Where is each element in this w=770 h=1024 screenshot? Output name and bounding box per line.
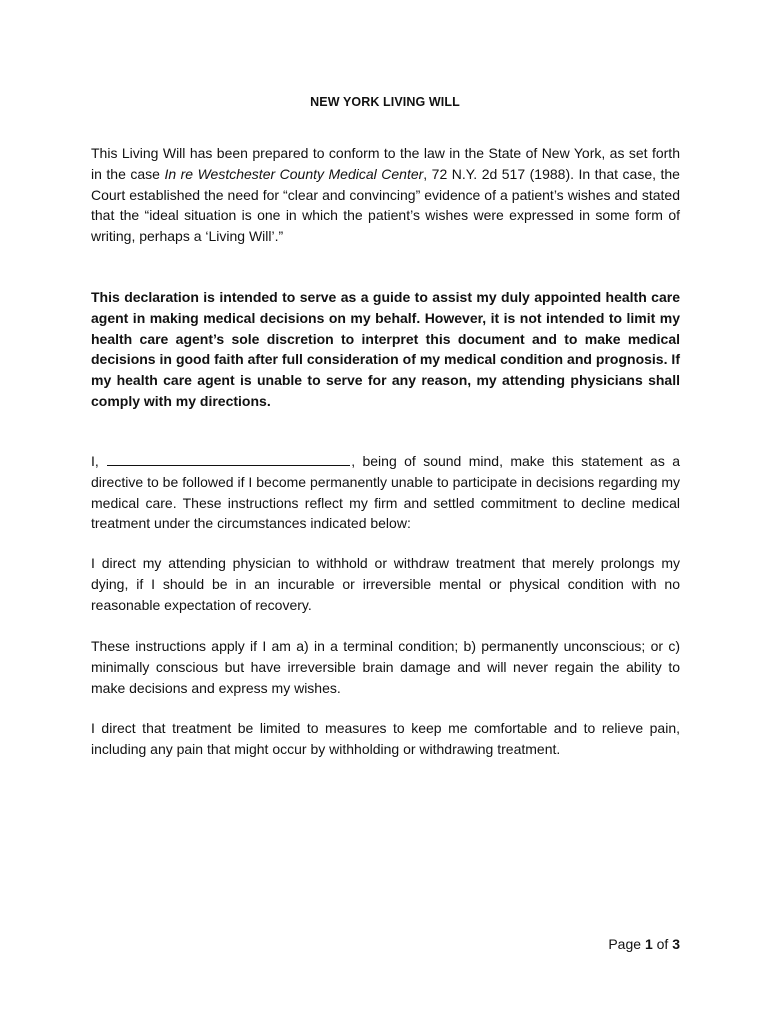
- statement-suffix: , being of sound mind, make this statement as a directive to be followed if I become permanently unable to participate in decisions regarding my medical care. These instructions reflect my firm and settled commitment to decline medical treatment under the circumstances indicated below:: [91, 453, 681, 532]
- statement-paragraph: [91, 451, 680, 534]
- total-pages: 3: [672, 936, 680, 952]
- of-label: of: [656, 936, 669, 952]
- intro-text-after-case: , 72 N.Y. 2d 517 (1988). In that case, the Court established the need for “clear and convincing” evidence of a patient’s wishes and stated that the “ideal situation is one in which the patient’s wishes were expressed in some form of writing, perhaps a ‘Living Will’.”: [91, 165, 680, 245]
- page-label: Page: [608, 936, 642, 952]
- comfort-paragraph: I direct that treatment be limited to measures to keep me comfortable and to relieve pain, including any pain that might occur by withholding or withdrawing treatment.: [91, 720, 680, 757]
- intro-text-before-case: This Living Will has been prepared to conform to the law in the State of New York, as set forth in the case: [91, 145, 680, 182]
- withhold-direction-paragraph: I direct my attending physician to withhold or withdraw treatment that merely prolongs my dying, if I should be in an incurable or irreversible mental or physical condition with no reasonable expectation of recovery.: [91, 555, 680, 613]
- intro-paragraph: [91, 143, 680, 247]
- case-citation: In re Westchester County Medical Center: [164, 165, 424, 182]
- document-title: NEW YORK LIVING WILL: [310, 95, 460, 109]
- page-number: [608, 936, 680, 952]
- current-page: 1: [644, 936, 653, 952]
- declaration-paragraph: This declaration is intended to serve as a guide to assist my duly appointed health care agent in making medical decisions on my behalf. However, it is not intended to limit my health care agent’s sole discretion to interpret this document and to make medical decisions in good faith after full consideration of my medical condition and prognosis. If my health care agent is unable to serve for any reason, my attending physicians shall comply with my directions.: [91, 289, 680, 409]
- name-blank-field[interactable]: [107, 451, 350, 466]
- conditions-paragraph: These instructions apply if I am a) in a terminal condition; b) permanently unconscious; or c) minimally conscious but have irreversible brain damage and will never regain the ability to make decisions and express my wishes.: [91, 638, 680, 696]
- statement-prefix: I,: [91, 453, 99, 469]
